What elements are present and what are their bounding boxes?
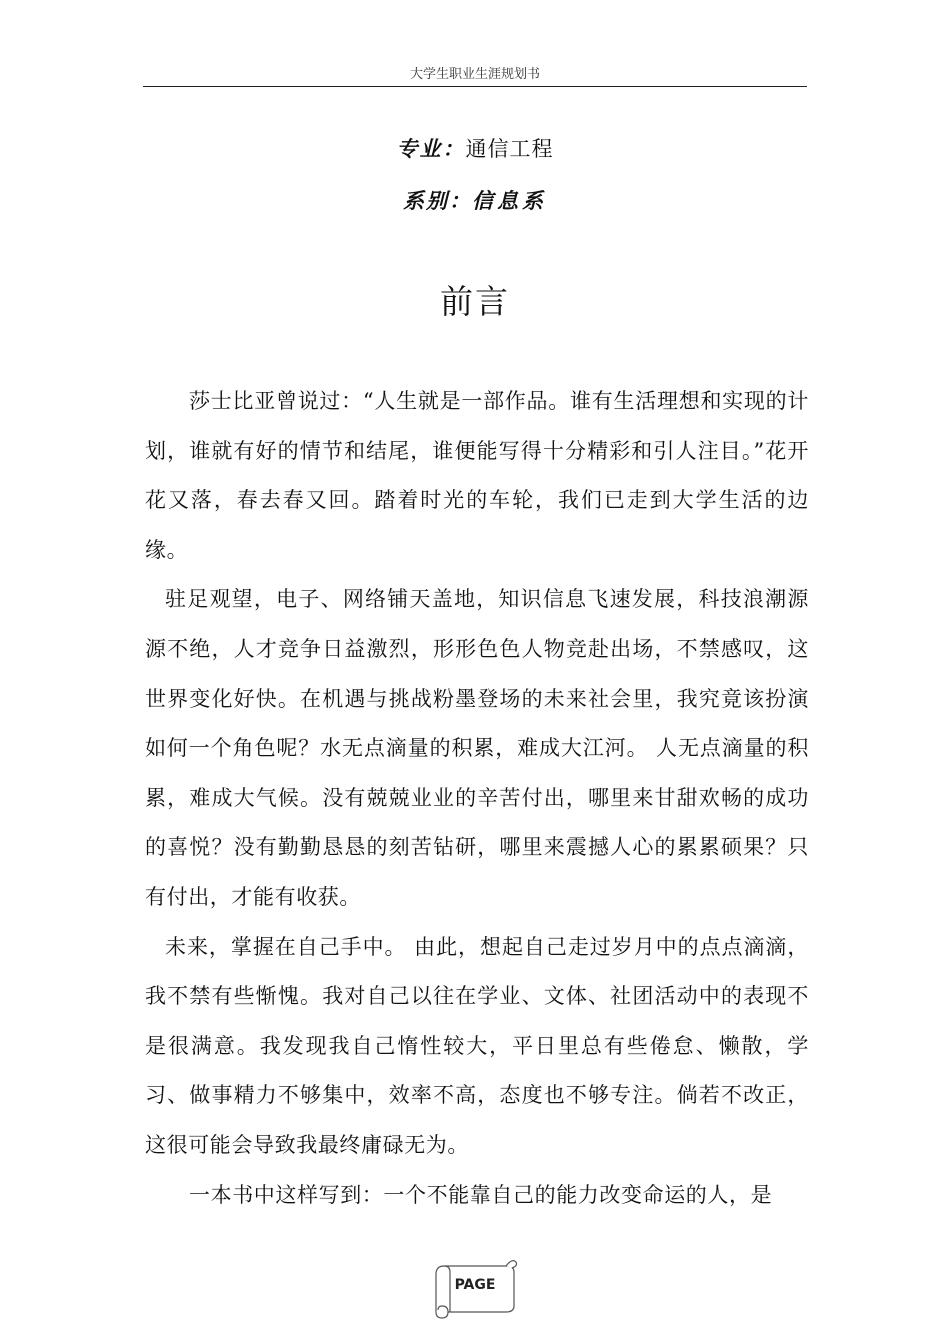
paragraph: 莎士比亚曾说过：“人生就是一部作品。谁有生活理想和实现的计划，谁就有好的情节和结尾，谁便能写得十分精彩和引人注目。”花开花又落，春去春又回。踏着时光的车轮，我们已走到大学生活的边缘。 <box>145 389 809 562</box>
section-title: 前言 <box>440 282 510 321</box>
page-number-scroll <box>432 1256 518 1320</box>
major-value: 通信工程 <box>465 137 554 161</box>
department-value: 信息系 <box>472 188 547 213</box>
department-label: 系别： <box>403 188 472 213</box>
page-label: PAGE <box>454 1277 496 1293</box>
running-header: 大学生职业生涯规划书 <box>409 67 540 82</box>
body-text <box>145 377 809 1220</box>
department-line <box>0 186 950 216</box>
paragraph: 一本书中这样写到：一个不能靠自己的能力改变命运的人，是 <box>189 1182 773 1207</box>
major-label: 专业： <box>396 136 466 161</box>
header-rule <box>143 86 807 87</box>
paragraph: 未来，掌握在自己手中。 由此，想起自己走过岁月中的点点滴滴，我不禁有些惭愧。我对自己以往在学业、文体、社团活动中的表现不是很满意。我发现我自己惰性较大，平日里总有些倦怠、懒散，学习、做事精力不够集中，效率不高，态度也不够专注。倘若不改正，这很可能会导致我最终庸碌无为。 <box>145 934 809 1157</box>
paragraph: 驻足观望，电子、网络铺天盖地，知识信息飞速发展，科技浪潮源源不绝，人才竞争日益激烈，形形色色人物竞赴出场，不禁感叹，这世界变化好快。在机遇与挑战粉墨登场的未来社会里，我究竟该扮演如何一个角色呢？水无点滴量的积累，难成大江河。 人无点滴量的积累，难成大气候。没有兢兢业业的辛苦付出，哪里来甘甜欢畅的成功的喜悦？没有勤勤恳恳的刻苦钻研，哪里来震撼人心的累累硕果？只有付出，才能有收获。 <box>145 587 809 909</box>
major-line <box>0 134 950 164</box>
